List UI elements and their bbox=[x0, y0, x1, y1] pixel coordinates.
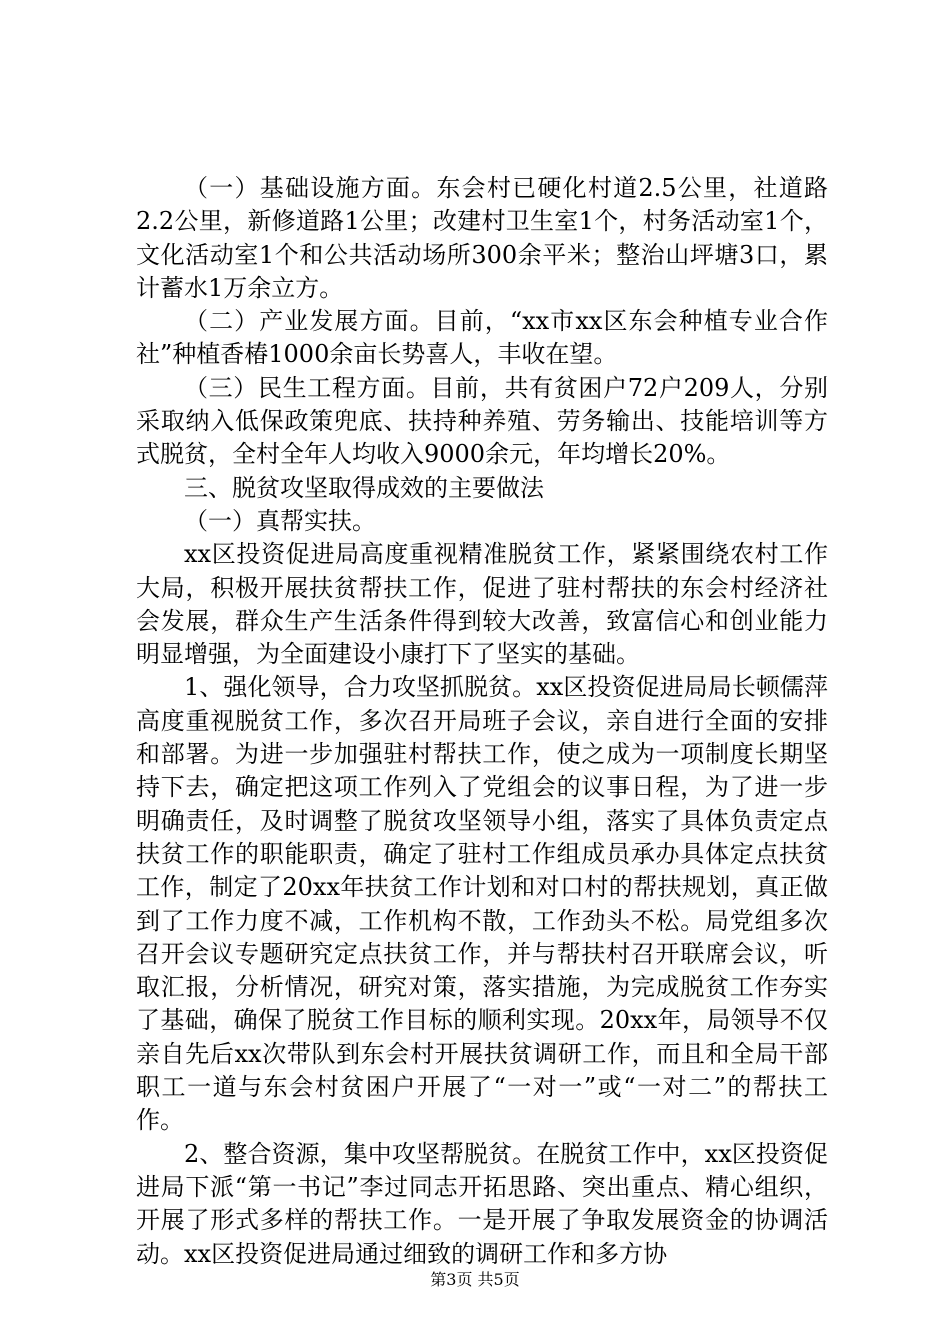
paragraph-infrastructure: （一）基础设施方面。东会村已硬化村道2.5公里，社道路2.2公里，新修道路1公里；改建村卫生室1个，村务活动室1个，文化活动室1个和公共活动场所300余平米；整治山坪塘3口，累计蓄水1万余立方。 bbox=[136, 174, 828, 302]
paragraph-leadership: 1、强化领导，合力攻坚抓脱贫。xx区投资促进局局长顿儒萍高度重视脱贫工作，多次召开局班子会议，亲自进行全面的安排和部署。为进一步加强驻村帮扶工作，使之成为一项制度长期坚持下去，确定把这项工作列入了党组会的议事日程，为了进一步明确责任，及时调整了脱贫攻坚领导小组，落实了具体负责定点扶贫工作的职能职责，确定了驻村工作组成员承办具体定点扶贫工作，制定了20xx年扶贫工作计划和对口村的帮扶规划，真正做到了工作力度不减，工作机构不散，工作劲头不松。局党组多次召开会议专题研究定点扶贫工作，并与帮扶村召开联席会议，听取汇报，分析情况，研究对策，落实措施，为完成脱贫工作夯实了基础，确保了脱贫工作目标的顺利实现。20xx年，局领导不仅亲自先后xx次带队到东会村开展扶贫调研工作，而且和全局干部职工一道与东会村贫困户开展了“一对一”或“一对二”的帮扶工作。 bbox=[136, 673, 828, 1135]
subsection-heading-1: （一）真帮实扶。 bbox=[184, 506, 376, 535]
page-number-footer: 第3页 共5页 bbox=[430, 1270, 520, 1289]
section-heading-3: 三、脱贫攻坚取得成效的主要做法 bbox=[184, 473, 544, 502]
paragraph-resources: 2、整合资源，集中攻坚帮脱贫。在脱贫工作中，xx区投资促进局下派“第一书记”李过同志开拓思路、突出重点、精心组织，开展了形式多样的帮扶工作。一是开展了争取发展资金的协调活动。xx区投资促进局通过细致的调研工作和多方协 bbox=[136, 1139, 828, 1268]
paragraph-livelihood: （三）民生工程方面。目前，共有贫困户72户209人，分别采取纳入低保政策兜底、扶持种养殖、劳务输出、技能培训等方式脱贫，全村全年人均收入9000余元，年均增长20%。 bbox=[136, 373, 828, 469]
document-body bbox=[136, 172, 828, 1271]
paragraph-industry: （二）产业发展方面。目前，“xx市xx区东会种植专业合作社”种植香椿1000余亩长势喜人，丰收在望。 bbox=[136, 307, 828, 369]
paragraph-overview: xx区投资促进局高度重视精准脱贫工作，紧紧围绕农村工作大局，积极开展扶贫帮扶工作，促进了驻村帮扶的东会村经济社会发展，群众生产生活条件得到较大改善，致富信心和创业能力明显增强，为全面建设小康打下了坚实的基础。 bbox=[136, 540, 828, 669]
